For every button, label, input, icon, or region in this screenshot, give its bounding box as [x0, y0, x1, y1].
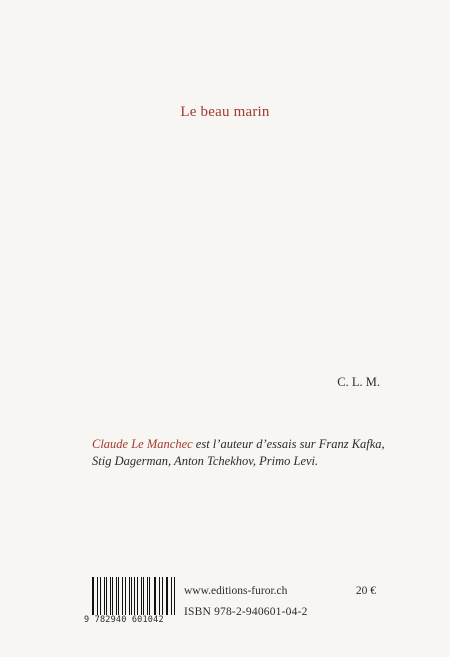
barcode-bars — [92, 577, 178, 615]
barcode-bar — [151, 577, 152, 615]
barcode-bar — [101, 577, 102, 615]
barcode-bar — [167, 577, 168, 615]
barcode-bar — [171, 577, 172, 615]
price: 20 € — [355, 585, 376, 597]
barcode-bar — [121, 577, 122, 615]
author-bio-text: est l’auteur d’essais sur Franz Kafka, Stig Dagerman, Anton Tchekhov, Primo Levi. — [92, 437, 385, 468]
barcode-bar — [116, 577, 117, 615]
barcode-digits-text: 9 782940 601042 — [84, 615, 164, 625]
barcode-bar — [157, 577, 158, 615]
isbn-number: ISBN 978-2-940601-04-2 — [184, 606, 308, 618]
barcode-bar — [147, 577, 148, 615]
barcode-bar — [110, 577, 111, 615]
author-name: Claude Le Manchec — [92, 437, 193, 451]
barcode-bar — [129, 577, 130, 615]
author-initials: C. L. M. — [337, 375, 380, 389]
barcode-bar — [162, 577, 163, 615]
barcode-bar — [126, 577, 127, 615]
barcode-bar — [134, 577, 135, 615]
publisher-website: www.editions-furor.ch — [184, 585, 288, 597]
author-bio — [92, 436, 392, 470]
barcode-bar — [141, 577, 142, 615]
book-title: Le beau marin — [180, 104, 270, 120]
isbn-barcode — [84, 577, 180, 625]
barcode-digits — [84, 615, 180, 625]
barcode-bar — [104, 577, 105, 615]
barcode-bar — [96, 577, 97, 615]
